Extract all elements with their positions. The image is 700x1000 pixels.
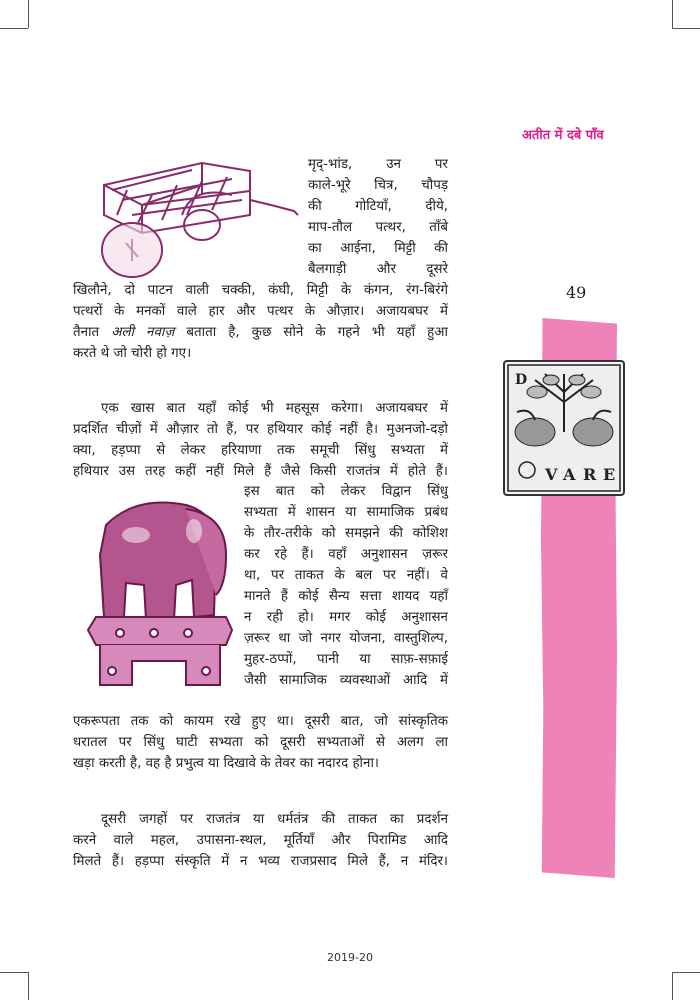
elephant-drawing	[76, 495, 244, 693]
footer-year: 2019-20	[327, 951, 373, 964]
svg-text:V: V	[545, 465, 558, 484]
text-line: खिलौने, दो पाटन वाली चक्की, कंघी, मिट्टी के कंगन, रंग-बिरंगे	[73, 283, 448, 298]
text-line	[73, 322, 448, 343]
svg-text:E: E	[603, 465, 616, 484]
crop-mark	[0, 28, 28, 29]
text-line: मुहर-ठप्पों, पानी या साफ़-सफ़ाई	[244, 652, 448, 667]
text-line: न रही हो। मगर कोई अनुशासन	[244, 610, 448, 625]
text-fragment: बताता है, कुछ सोने के गहने भी यहाँ हुआ	[174, 325, 448, 340]
text-line: काले-भूरे चित्र, चौपड़	[308, 178, 448, 193]
indus-seal-image	[503, 360, 625, 496]
svg-text:A: A	[563, 465, 576, 484]
text-line: था, पर ताकत के बल पर नहीं। वे	[244, 568, 448, 583]
text-line: करने वाले महल, उपासना-स्थल, मूर्तियाँ और पिरामिड आदि	[73, 833, 448, 848]
page-number: 49	[566, 283, 587, 302]
crop-mark	[672, 0, 673, 28]
text-line: बैलगाड़ी और दूसरे	[308, 262, 448, 277]
crop-mark	[0, 972, 28, 973]
paragraph-2-wrap-lines	[244, 481, 448, 691]
text-line: दूसरी जगहों पर राजतंत्र या धर्मतंत्र की ताकत का प्रदर्शन	[101, 812, 448, 827]
text-line: के तौर-तरीके को समझने की कोशिश	[244, 526, 448, 541]
text-line: मिलते हैं। हड़प्पा संस्कृति में न भव्य राजप्रसाद मिले हैं, न मंदिर।	[73, 854, 448, 869]
text-line: माप-तौल पत्थर, ताँबे	[308, 220, 448, 235]
text-line: हथियार उस तरह कहीं नहीं मिले हैं जैसे किसी राजतंत्र में होते हैं।	[73, 464, 448, 479]
text-line: कर रहे हैं। वहाँ अनुशासन ज़रूर	[244, 547, 448, 562]
elephant-toy-image	[76, 495, 244, 693]
text-line: प्रदर्शित चीज़ों में औज़ार तो हैं, पर हथियार कोई नहीं है। मुअनजो-दड़ो	[73, 422, 448, 437]
text-line: एक खास बात यहाँ कोई भी महसूस करेगा। अजायबघर में	[101, 401, 448, 416]
seal-drawing	[505, 362, 623, 494]
paragraph-2-full-lines	[73, 711, 448, 774]
text-line: खड़ा करती है, वह है प्रभुत्व या दिखावे के तेवर का नदारद होना।	[73, 756, 380, 771]
svg-text:D: D	[515, 372, 528, 388]
cart-drawing	[82, 155, 304, 283]
crop-mark	[672, 972, 700, 973]
person-name: अली नवाज़	[111, 325, 175, 340]
text-line: क्या, हड़प्पा से लेकर हरियाणा तक समूची सिंधु सभ्यता में	[73, 443, 448, 458]
text-line: करते थे जो चोरी हो गए।	[73, 346, 192, 361]
svg-text:R: R	[583, 465, 597, 484]
crop-mark	[672, 972, 673, 1000]
running-header: अतीत में दबे पाँव	[522, 128, 604, 143]
text-line: इस बात को लेकर विद्वान सिंधु	[244, 484, 448, 499]
text-fragment: तैनात	[73, 325, 112, 340]
text-line: पत्थरों के मनकों वाले हार और पत्थर के औज़ार। अजायबघर में	[73, 304, 448, 319]
text-line: का आईना, मिट्टी की	[308, 241, 448, 256]
text-line: एकरूपता तक को कायम रखे हुए था। दूसरी बात, जो सांस्कृतिक	[73, 714, 448, 729]
text-line: सभ्यता में शासन या सामाजिक प्रबंध	[244, 505, 448, 520]
paragraph-1-wrap-lines	[308, 154, 448, 280]
text-line: मृद्-भांड, उन पर	[308, 157, 448, 172]
text-line: धरातल पर सिंधु घाटी सभ्यता को दूसरी सभ्यताओं से अलग ला	[73, 735, 448, 750]
text-line: मानते हैं कोई सैन्य सत्ता शायद यहाँ	[244, 589, 448, 604]
paragraph-1-full-lines	[73, 280, 448, 364]
paragraph-2	[73, 398, 448, 482]
crop-mark	[28, 0, 29, 28]
paragraph-3	[73, 809, 448, 872]
bullock-cart-image	[82, 155, 304, 283]
crop-mark	[28, 972, 29, 1000]
text-line: जैसी सामाजिक व्यवस्थाओं आदि में	[244, 673, 448, 688]
text-line: की गोटियाँ, दीये,	[308, 199, 448, 214]
crop-mark	[672, 28, 700, 29]
text-line: ज़रूर था जो नगर योजना, वास्तुशिल्प,	[244, 631, 448, 646]
